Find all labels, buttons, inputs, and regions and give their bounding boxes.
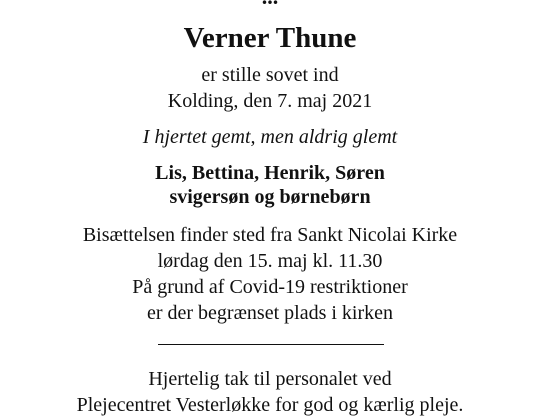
cropped-top-text (0, 0, 540, 10)
deceased-name: Verner Thune (183, 22, 357, 54)
passed-away-line: er stille sovet ind (201, 64, 339, 86)
funeral-time-line: lørdag den 15. maj kl. 11.30 (157, 250, 383, 272)
family-names-line: Lis, Bettina, Henrik, Søren (155, 162, 385, 184)
memorial-quote: I hjertet gemt, men aldrig glemt (142, 126, 398, 148)
funeral-location-line: Bisættelsen finder sted fra Sankt Nicolai Kirke (82, 224, 458, 246)
covid-restrictions-line: På grund af Covid-19 restriktioner (132, 276, 408, 298)
family-relations-line: svigersøn og børnebørn (169, 186, 371, 208)
care-home-thanks-line: Plejecentret Vesterløkke for god og kærlig pleje. (76, 394, 464, 416)
section-divider (158, 344, 384, 345)
limited-space-line: er der begrænset plads i kirken (146, 302, 394, 324)
thanks-line: Hjertelig tak til personalet ved (148, 368, 392, 390)
place-date-line: Kolding, den 7. maj 2021 (167, 90, 373, 112)
